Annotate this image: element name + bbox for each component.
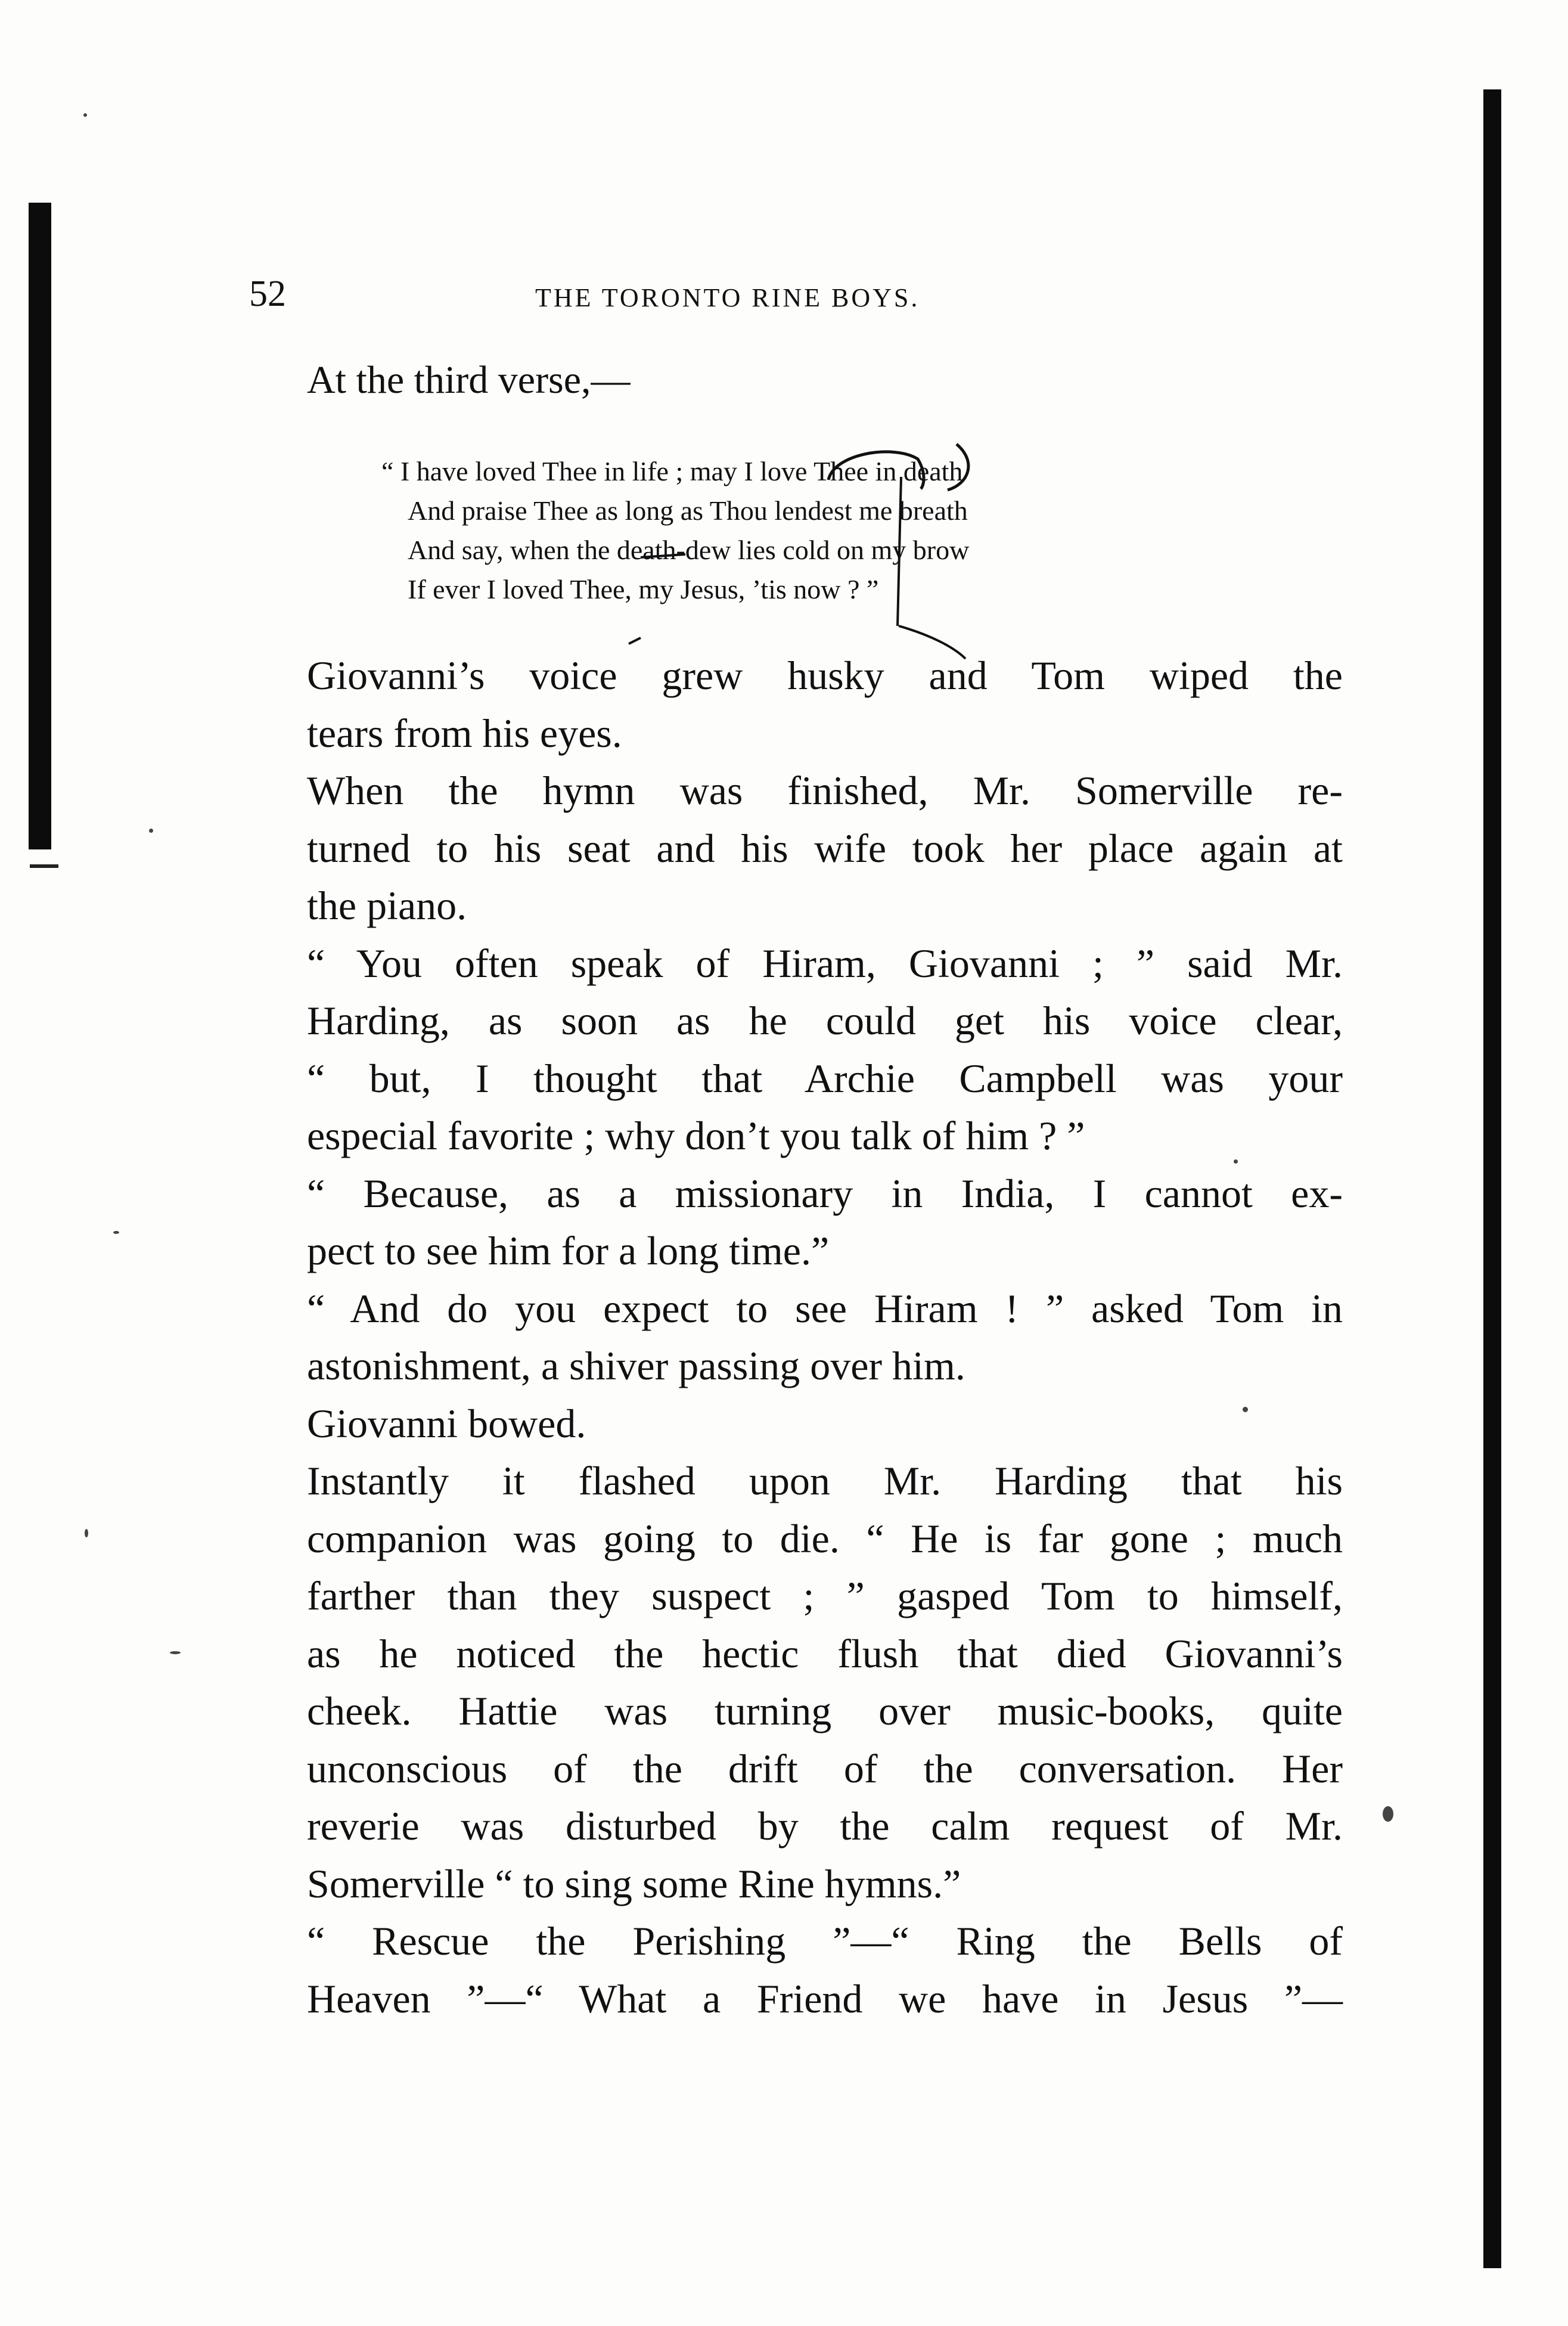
verse-intro: At the third verse,— [307,358,631,402]
body-text [265,647,1343,2027]
text-line: the piano. [307,883,467,928]
text-line: Harding, as soon as he could get his voice clear, [307,998,1343,1043]
text-line: “ Rescue the Perishing ”—“ Ring the Bells of [307,1918,1343,1964]
text-line: companion was going to die. “ He is far gone ; much [307,1515,1343,1561]
page-number: 52 [249,274,286,314]
paragraph [265,935,1343,1165]
text-line: astonishment, a shiver passing over him. [307,1343,965,1388]
verse-line: And say, when the death-dew lies cold on my brow [408,535,970,565]
verse-line: If ever I loved Thee, my Jesus, ’tis now ? ” [408,574,879,604]
binding-shadow-left [29,203,51,849]
paragraph [265,647,1343,762]
text-line: especial favorite ; why don’t you talk of him ? ” [307,1113,1085,1158]
text-line: unconscious of the drift of the conversation. Her [307,1745,1343,1791]
binding-mark-left [30,864,58,868]
paragraph [265,1452,1343,1912]
binding-shadow-right [1483,89,1501,2268]
paragraph [265,1165,1343,1280]
text-line: farther than they suspect ; ” gasped Tom to himself, [307,1573,1343,1618]
text-line: Instantly it flashed upon Mr. Harding that his [307,1458,1343,1503]
text-line: cheek. Hattie was turning over music-books, quite [307,1688,1343,1733]
paragraph [265,1912,1343,2027]
scan-speck [85,1529,88,1537]
page-header [249,273,1393,321]
text-line: Giovanni’s voice grew husky and Tom wiped the [307,653,1343,698]
paragraph [265,762,1343,935]
verse-line: And praise Thee as long as Thou lendest me breath [408,495,968,526]
scan-speck [83,113,87,117]
text-line: Somerville “ to sing some Rine hymns.” [307,1860,961,1906]
text-line: “ Because, as a missionary in India, I cannot ex- [307,1170,1343,1216]
verse-line: “ I have loved Thee in life ; may I love Thee in death [381,456,963,486]
text-line: Heaven ”—“ What a Friend we have in Jesus ”— [307,1975,1343,2021]
paragraph [265,1280,1343,1395]
text-line: pect to see him for a long time.” [307,1228,830,1273]
text-line: Giovanni bowed. [307,1400,586,1446]
text-line: tears from his eyes. [307,710,622,756]
text-line: “ And do you expect to see Hiram ! ” asked Tom in [307,1285,1343,1331]
text-line: “ You often speak of Hiram, Giovanni ; ” said Mr. [307,940,1343,986]
text-line: When the hymn was finished, Mr. Somerville re- [307,768,1343,813]
text-line: reverie was disturbed by the calm request of Mr. [307,1803,1343,1849]
scan-speck [170,1651,181,1654]
ink-blot [1383,1806,1393,1822]
scan-speck [149,829,153,833]
text-line: as he noticed the hectic flush that died Giovanni’s [307,1630,1343,1676]
running-title: THE TORONTO RINE BOYS. [535,283,920,312]
hymn-verse [381,452,969,609]
text-line: “ but, I thought that Archie Campbell was your [307,1055,1343,1101]
scan-speck [113,1231,119,1234]
paragraph [265,1395,1343,1453]
text-line: turned to his seat and his wife took her place again at [307,825,1343,871]
